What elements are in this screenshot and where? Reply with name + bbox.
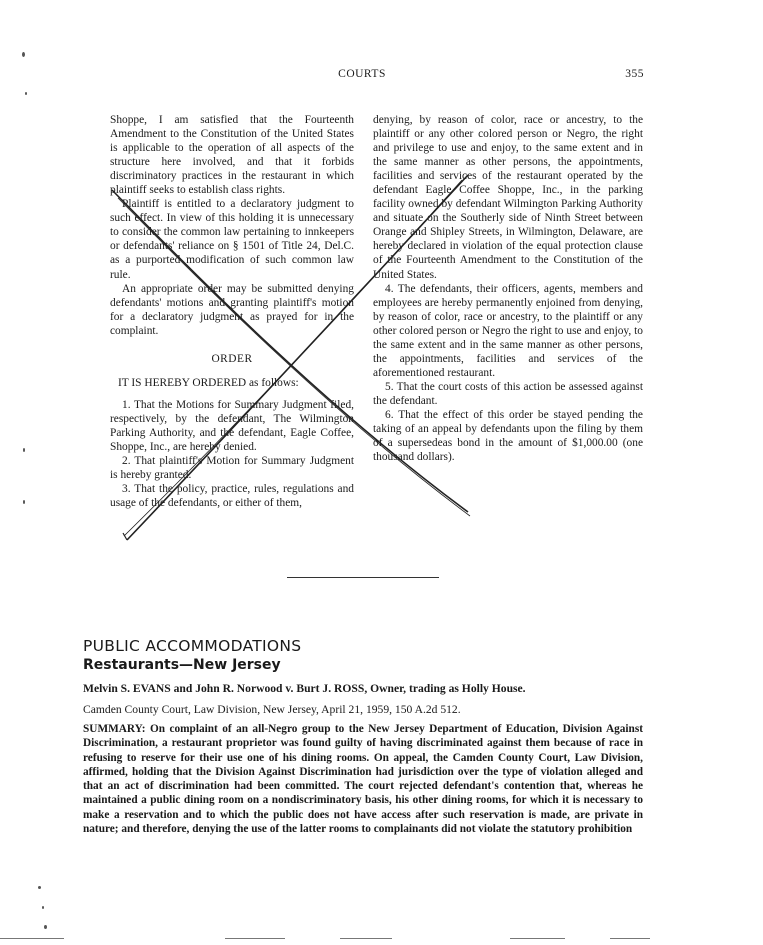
order-item: 3. That the policy, practice, rules, regulations and usage of the defendants, or either of them, — [110, 483, 354, 510]
paragraph: Plaintiff is entitled to a declaratory judgment to such effect. In view of this holding it is unnecessary to consider the common law pertaining to innkeepers or defendants' reliance on § 1501 of Title 24, Del.C. as a purported modification of such common law rule. — [110, 198, 354, 281]
paragraph: denying, by reason of color, race or ancestry, to the plaintiff or any other colored person or Negro, the right and privilege to use and enjoy, to the same extent and in the same manner as other persons, the appointments, facilities and services of the restaurant operated by the defendant Eagle Coffee Shoppe, Inc., in the parking facility owned by defendant Wilmington Parking Authority and situate on the Southerly side of Ninth Street between Orange and Shipley Streets, in Wilmington, Delaware, are hereby declared in violation of the equal protection clause of the Fourteenth Amendment to the Constitution of the United States. — [373, 114, 643, 281]
running-head-title: COURTS — [338, 68, 386, 80]
order-item: 5. That the court costs of this action be assessed against the defendant. — [373, 380, 643, 407]
order-item: 1. That the Motions for Summary Judgment filed, respectively, by the defendant, The Wilmington Parking Authority, and the defendant, Eagle Coffee, Shoppe, Inc., are hereby denied. — [110, 398, 354, 453]
footer-rule — [510, 938, 565, 939]
ordered-line: IT IS HEREBY ORDERED as follows: — [118, 376, 299, 389]
case-summary: SUMMARY: On complaint of an all-Negro group to the New Jersey Department of Education, Division Against Discrimination, a restaurant proprietor was found guilty of having discriminated against them because of race in refusing to reserve for their use one of his dining rooms. On appeal, the Camden County Court, Law Division, affirmed, holding that the Division Against Discrimination had jurisdiction over the type of violation alleged and that an act of discrimination had been committed. The court rejected defendant's contention that, whereas he maintained a public dining room on a nondiscriminatory basis, his other dining rooms, for which it is necessary to make a reservation and to which the public does not have access after such reservation is made, are private in nature; and therefore, denying the use of the latter rooms to complainants did not violate the statutory prohibition — [83, 723, 643, 836]
case-title: Melvin S. EVANS and John R. Norwood v. Burt J. ROSS, Owner, trading as Holly House. — [83, 682, 526, 695]
order-item: 4. The defendants, their officers, agents, members and employees are hereby permanently enjoined from denying, by reason of color, race or ancestry, to the plaintiff or any other colored person or Negro the right to use and enjoy, to the same extent and in the same manner as other persons, the appointments, facilities and services of the aforementioned restaurant. — [373, 282, 643, 379]
paragraph: An appropriate order may be submitted denying defendants' motions and granting plaintiff's motion for a declaratory judgment as prayed for in the complaint. — [110, 282, 354, 337]
order-item: 2. That plaintiff's Motion for Summary Judgment is hereby granted. — [110, 455, 354, 482]
footer-rule — [225, 938, 285, 939]
order-item: 6. That the effect of this order be stayed pending the taking of an appeal by defendants upon the filing by them of a supersedeas bond in the amount of $1,000.00 (one thousand dollars). — [373, 408, 643, 464]
footer-rule — [0, 938, 64, 939]
page-number: 355 — [625, 68, 644, 80]
section-subheading: Restaurants—New Jersey — [83, 657, 281, 673]
scan-speck — [25, 92, 27, 95]
scan-speck — [38, 886, 41, 889]
left-column — [110, 113, 354, 510]
scan-speck — [23, 500, 25, 504]
order-heading: ORDER — [211, 352, 253, 365]
scan-speck — [22, 52, 25, 57]
scan-speck — [44, 925, 47, 929]
footer-rule — [610, 938, 650, 939]
case-citation: Camden County Court, Law Division, New Jersey, April 21, 1959, 150 A.2d 512. — [83, 703, 461, 716]
paragraph: Shoppe, I am satisfied that the Fourteenth Amendment to the Constitution of the United States is applicable to the operation of all aspects of the structure here involved, and that it forbids discriminatory practices in the restaurant in which plaintiff seeks to establish class rights. — [110, 114, 354, 197]
right-column — [373, 113, 643, 464]
scan-speck — [23, 448, 25, 452]
section-heading: PUBLIC ACCOMMODATIONS — [83, 637, 302, 655]
scan-speck — [42, 906, 44, 909]
footer-rule — [340, 938, 392, 939]
section-divider — [287, 577, 439, 578]
